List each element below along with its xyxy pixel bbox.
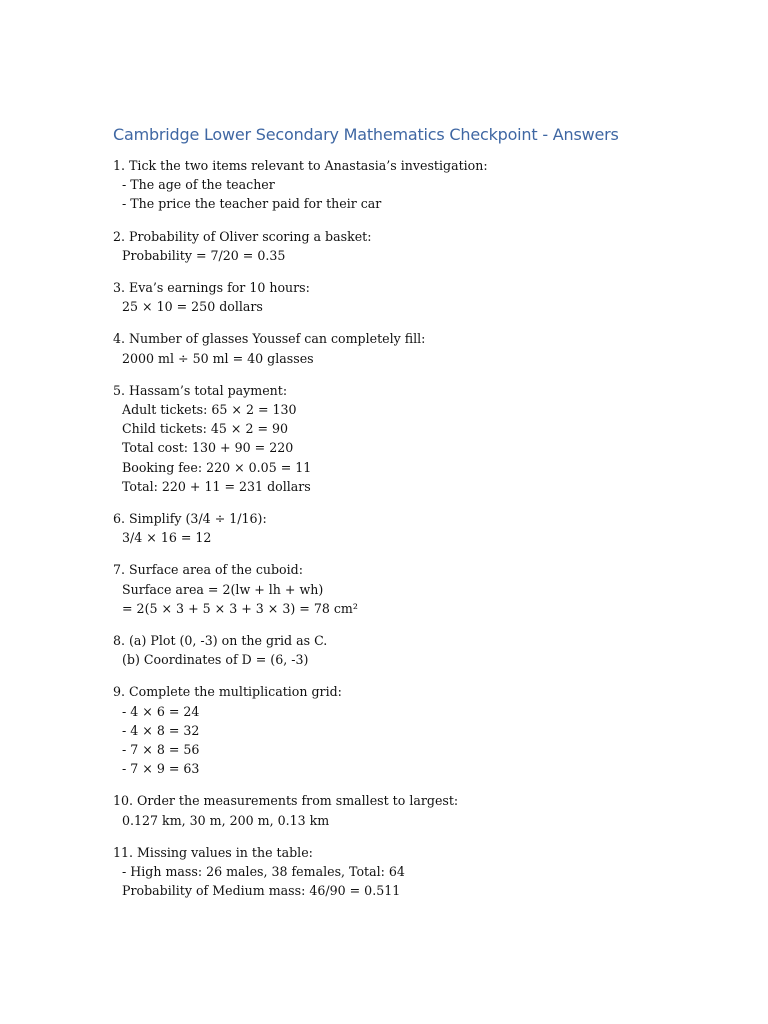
answer-line: Child tickets: 45 × 2 = 90 bbox=[122, 421, 289, 437]
question-heading: 6. Simplify (3/4 ÷ 1/16): bbox=[113, 511, 267, 527]
answer-line: 2000 ml ÷ 50 ml = 40 glasses bbox=[122, 350, 314, 366]
answer-item bbox=[113, 791, 733, 829]
answer-item bbox=[113, 156, 733, 214]
question-heading: 5. Hassam’s total payment: bbox=[113, 382, 288, 398]
question-heading: 9. Complete the multiplication grid: bbox=[113, 684, 342, 700]
answer-item bbox=[113, 682, 733, 778]
answer-line: 3/4 × 16 = 12 bbox=[122, 530, 212, 546]
question-heading: 7. Surface area of the cuboid: bbox=[113, 562, 303, 578]
answer-item bbox=[113, 329, 733, 367]
document-title: Cambridge Lower Secondary Mathematics Checkpoint - Answers bbox=[113, 125, 619, 144]
answer-line: 0.127 km, 30 m, 200 m, 0.13 km bbox=[122, 812, 330, 828]
answer-item bbox=[113, 227, 733, 265]
document-page bbox=[113, 122, 733, 914]
answer-line: Total cost: 130 + 90 = 220 bbox=[122, 440, 294, 456]
question-heading: 11. Missing values in the table: bbox=[113, 844, 313, 860]
answer-line: Booking fee: 220 × 0.05 = 11 bbox=[122, 459, 312, 475]
question-heading: 2. Probability of Oliver scoring a basket: bbox=[113, 228, 372, 244]
answer-line: - High mass: 26 males, 38 females, Total: 64 bbox=[122, 864, 405, 880]
answer-line: - 7 × 8 = 56 bbox=[122, 742, 200, 758]
answer-line: Surface area = 2(lw + lh + wh) bbox=[122, 581, 324, 597]
answer-line: = 2(5 × 3 + 5 × 3 + 3 × 3) = 78 cm² bbox=[122, 600, 358, 616]
answer-item bbox=[113, 278, 733, 316]
answer-item bbox=[113, 560, 733, 618]
question-heading: 1. Tick the two items relevant to Anastasia’s investigation: bbox=[113, 158, 488, 173]
answer-item bbox=[113, 631, 733, 669]
answer-line: - 4 × 6 = 24 bbox=[122, 703, 200, 719]
answer-line: Probability of Medium mass: 46/90 = 0.511 bbox=[122, 883, 401, 899]
answer-line: - The age of the teacher bbox=[122, 177, 275, 193]
question-heading: 3. Eva’s earnings for 10 hours: bbox=[113, 280, 310, 296]
question-heading: 8. (a) Plot (0, -3) on the grid as C. bbox=[113, 633, 328, 649]
answer-line: - 4 × 8 = 32 bbox=[122, 722, 200, 738]
answer-line: Adult tickets: 65 × 2 = 130 bbox=[122, 402, 297, 418]
answer-line: (b) Coordinates of D = (6, -3) bbox=[122, 652, 309, 668]
question-heading: 10. Order the measurements from smallest to largest: bbox=[113, 793, 459, 809]
answer-line: 25 × 10 = 250 dollars bbox=[122, 299, 263, 315]
answer-line: Total: 220 + 11 = 231 dollars bbox=[122, 478, 311, 494]
answer-line: Probability = 7/20 = 0.35 bbox=[122, 247, 286, 263]
answer-line: - The price the teacher paid for their car bbox=[122, 196, 382, 212]
answer-item bbox=[113, 381, 733, 496]
answer-line: - 7 × 9 = 63 bbox=[122, 761, 200, 777]
answer-item bbox=[113, 509, 733, 547]
answer-item bbox=[113, 843, 733, 901]
question-heading: 4. Number of glasses Youssef can completely fill: bbox=[113, 331, 426, 347]
answer-list bbox=[113, 156, 733, 901]
